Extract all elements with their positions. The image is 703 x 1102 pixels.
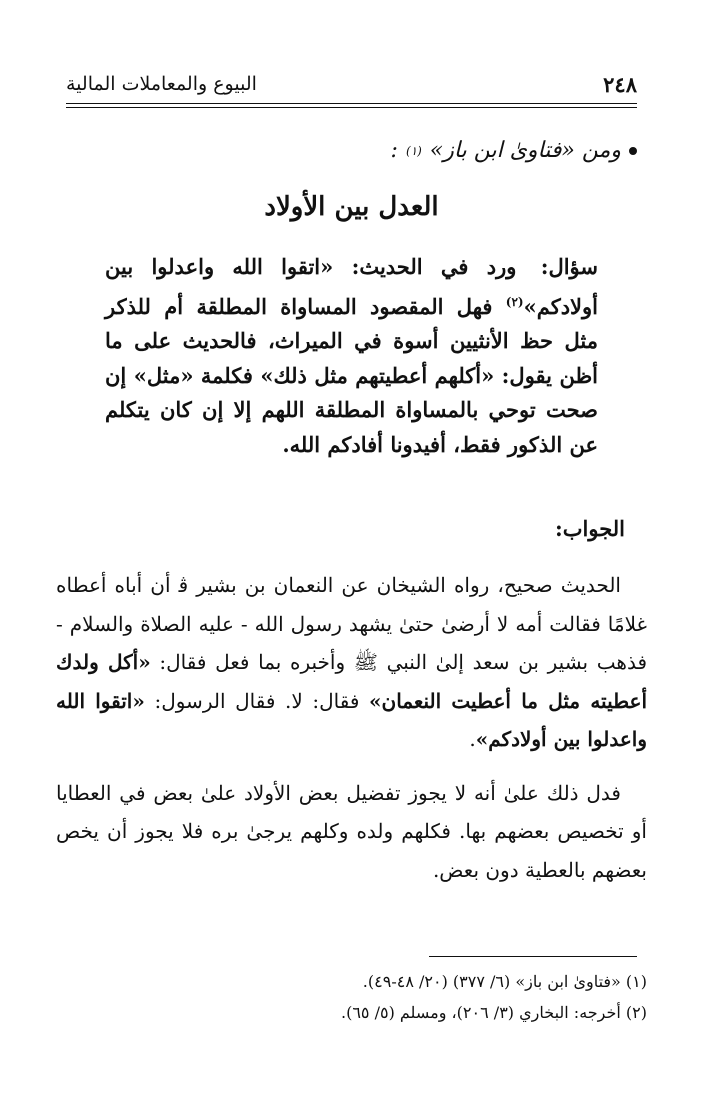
answer-block (56, 566, 647, 889)
hadith-quote-2: «اتقوا الله واعدلوا بين أولادكم» (56, 688, 647, 751)
footnote-2: (٢) أخرجه: البخاري (٣/ ٢٠٦)، ومسلم (٥/ ٦٥). (340, 1003, 647, 1022)
question-text-2: فهل المقصود المساواة المطلقة أم للذكر مثل حظ الأنثيين أسوة في الميراث، فالحديث على ما أظن يقول: «أكلهم أعطيتهم مثل ذلك» فكلمة «مثل» إن صحت توحي بالمساواة المطلقة اللهم إلا إن كان يتكلم عن الذكور فقط، أفيدونا أفادكم الله. (105, 293, 598, 457)
answer-text-1: الحديث صحيح، رواه الشيخان عن النعمان بن بشير ﭬ أن أباه أعطاه غلامًا فقالت أمه لا أرضىٰ حتىٰ يشهد رسول الله - عليه الصلاة والسلام - فذهب بشير بن سعد إلىٰ النبي ﷺ وأخبره بما فعل فقال: (56, 573, 648, 674)
question-label: سؤال: (540, 254, 598, 279)
footnote-ref-1: (١) (405, 143, 422, 158)
footnote-ref-2: (٢) (505, 294, 524, 309)
running-title: البيوع والمعاملات المالية (66, 73, 257, 95)
source-intro (391, 138, 637, 163)
header-divider (66, 103, 637, 108)
answer-paragraph-1 (56, 566, 647, 759)
footnotes (66, 966, 647, 1028)
section-title: العدل بين الأولاد (264, 192, 439, 222)
question-text-1: ورد في الحديث: «اتقوا الله واعدلوا بين أولادكم» (105, 254, 598, 319)
question-block (105, 250, 598, 462)
page-number: ٢٤٨ (603, 71, 637, 97)
footnote-divider (429, 956, 637, 957)
hadith-quote-1: «أكل ولدك أعطيته مثل ما أعطيت النعمان» (56, 650, 648, 713)
intro-text: ومن «فتاوىٰ ابن باز» (429, 138, 621, 163)
intro-suffix: : (390, 138, 398, 163)
answer-text-2: فقال: لا. فقال الرسول: (154, 688, 360, 713)
answer-label: الجواب: (555, 516, 625, 541)
bullet-icon (629, 147, 637, 155)
answer-end: . (469, 727, 476, 751)
answer-paragraph-2: فدل ذلك علىٰ أنه لا يجوز تفضيل بعض الأولاد علىٰ بعض في العطايا أو تخصيص بعضهم بها. فكلهم ولده وكلهم يرجىٰ بره فلا يجوز أن يخص بعضهم بالعطية دون بعض. (56, 780, 647, 882)
footnote-1: (١) «فتاوىٰ ابن باز» (٦/ ٣٧٧) (٢٠/ ٤٨-٤٩). (362, 972, 647, 991)
page-header (66, 66, 637, 102)
